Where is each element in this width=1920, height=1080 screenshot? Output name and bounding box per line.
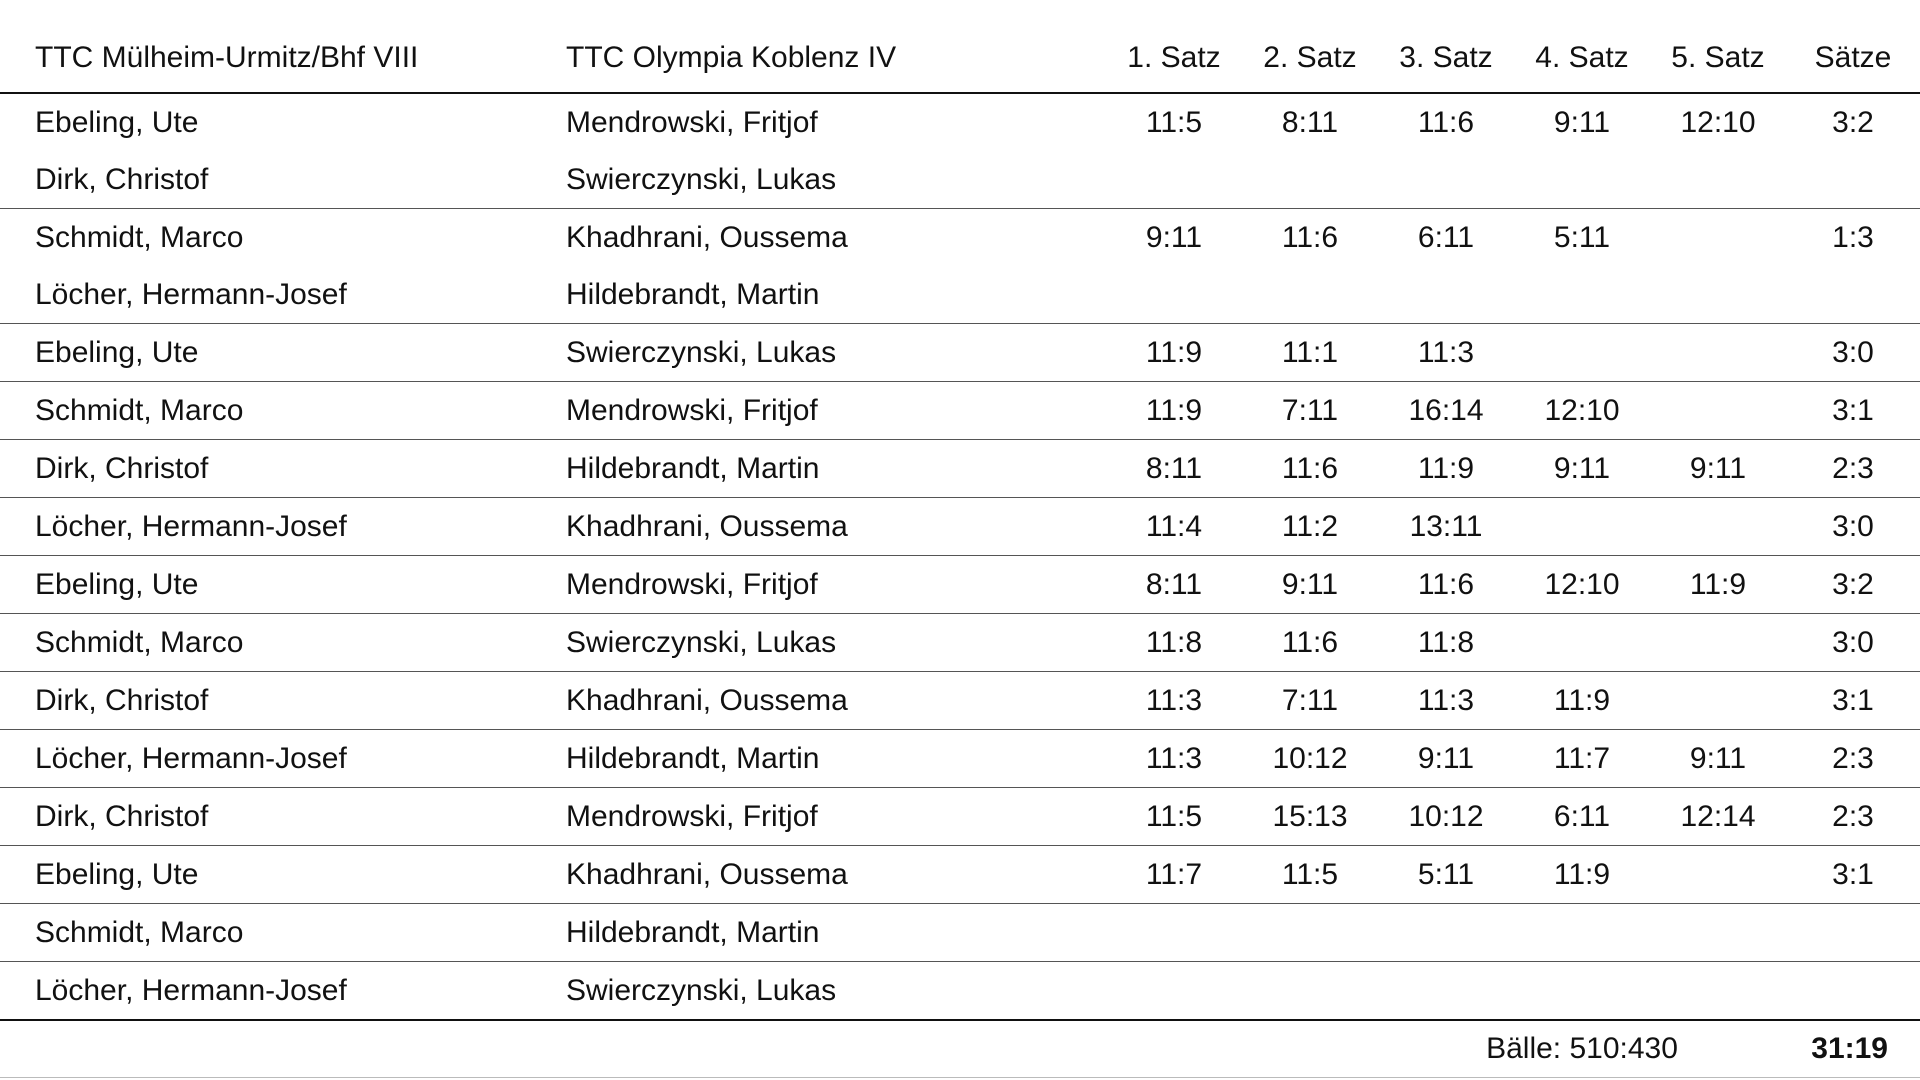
home-players xyxy=(0,556,566,614)
home-players xyxy=(0,440,566,498)
set-score-value: 11:2 xyxy=(1281,510,1339,543)
player-name: Löcher, Hermann-Josef xyxy=(35,974,347,1007)
match-row xyxy=(0,382,1920,440)
set-5-score xyxy=(1650,788,1786,846)
sets-total-value xyxy=(1786,962,1920,1019)
set-3-score xyxy=(1378,614,1514,672)
set-5-score xyxy=(1650,93,1786,209)
player-name: Khadhrani, Oussema xyxy=(566,221,848,254)
set-score-value xyxy=(1378,962,1514,1019)
guest-players xyxy=(566,209,1106,324)
set-score-value xyxy=(1650,672,1786,729)
home-players xyxy=(0,846,566,904)
match-row xyxy=(0,209,1920,324)
set-5-score xyxy=(1650,904,1786,962)
set-4-score xyxy=(1514,440,1650,498)
sets-total-header: Sätze xyxy=(1814,41,1892,74)
match-sets-total xyxy=(1786,382,1920,440)
set-1-score xyxy=(1106,440,1242,498)
match-list xyxy=(0,93,1920,1020)
set-1-score xyxy=(1106,904,1242,962)
set-1-header: 1. Satz xyxy=(1127,41,1221,74)
set-score-value xyxy=(1650,962,1786,1019)
set-score-value: 12:14 xyxy=(1680,800,1756,833)
match-row xyxy=(0,846,1920,904)
set-score-value xyxy=(1242,962,1378,1019)
match-row xyxy=(0,614,1920,672)
set-4-score xyxy=(1514,962,1650,1021)
player-name: Khadhrani, Oussema xyxy=(566,684,848,717)
set-4-score xyxy=(1514,93,1650,209)
set-score-value xyxy=(1106,962,1242,1019)
set-score-value xyxy=(1514,614,1650,671)
set-2-score xyxy=(1242,904,1378,962)
home-players xyxy=(0,209,566,324)
set-score-value xyxy=(1514,498,1650,555)
match-sets-total xyxy=(1786,846,1920,904)
player-name: Ebeling, Ute xyxy=(35,336,199,369)
set-2-score xyxy=(1242,498,1378,556)
set-score-value: 6:11 xyxy=(1553,800,1611,833)
set-2-score xyxy=(1242,962,1378,1021)
set-1-score xyxy=(1106,614,1242,672)
set-1-score xyxy=(1106,730,1242,788)
set-score-value: 11:9 xyxy=(1145,336,1203,369)
set-2-score xyxy=(1242,209,1378,324)
guest-players xyxy=(566,614,1106,672)
set-2-score xyxy=(1242,440,1378,498)
sets-total-value: 2:3 xyxy=(1832,800,1874,833)
home-players xyxy=(0,93,566,209)
set-score-value: 11:4 xyxy=(1145,510,1203,543)
player-name: Schmidt, Marco xyxy=(35,626,244,659)
player-name: Dirk, Christof xyxy=(35,163,209,196)
set-4-score xyxy=(1514,382,1650,440)
sets-total-value: 3:2 xyxy=(1832,568,1874,601)
set-score-value: 11:9 xyxy=(1689,568,1747,601)
set-2-score xyxy=(1242,614,1378,672)
set-score-value: 9:11 xyxy=(1417,742,1475,775)
set-3-score xyxy=(1378,672,1514,730)
match-sets-total xyxy=(1786,672,1920,730)
set-score-value xyxy=(1378,904,1514,961)
set-score-value: 9:11 xyxy=(1145,221,1203,254)
set-5-score xyxy=(1650,324,1786,382)
set-score-value: 9:11 xyxy=(1281,568,1339,601)
set-score-value: 10:12 xyxy=(1408,800,1484,833)
player-name: Ebeling, Ute xyxy=(35,568,199,601)
set-4-score xyxy=(1514,846,1650,904)
set-score-value xyxy=(1106,904,1242,961)
set-score-value: 10:12 xyxy=(1272,742,1348,775)
match-sets-total xyxy=(1786,788,1920,846)
set-2-score xyxy=(1242,324,1378,382)
set-5-score xyxy=(1650,556,1786,614)
player-name: Schmidt, Marco xyxy=(35,221,244,254)
match-row xyxy=(0,324,1920,382)
set-score-value: 12:10 xyxy=(1544,568,1620,601)
player-name: Swierczynski, Lukas xyxy=(566,974,837,1007)
match-sets-total xyxy=(1786,904,1920,962)
match-row xyxy=(0,498,1920,556)
set-1-score xyxy=(1106,324,1242,382)
guest-players xyxy=(566,730,1106,788)
sets-total-value: 3:1 xyxy=(1832,858,1874,891)
set-1-score xyxy=(1106,672,1242,730)
sets-total-value: 3:2 xyxy=(1832,106,1874,139)
set-5-score xyxy=(1650,382,1786,440)
set-score-value: 11:6 xyxy=(1417,568,1475,601)
guest-players xyxy=(566,93,1106,209)
player-name: Mendrowski, Fritjof xyxy=(566,568,818,601)
player-name: Hildebrandt, Martin xyxy=(566,278,820,311)
sets-total-value: 3:1 xyxy=(1832,394,1874,427)
set-5-score xyxy=(1650,672,1786,730)
match-sets-total xyxy=(1786,93,1920,209)
set-score-value xyxy=(1650,209,1786,266)
header-row xyxy=(0,24,1920,93)
set-score-value: 8:11 xyxy=(1145,452,1203,485)
set-1-score xyxy=(1106,556,1242,614)
set-score-value: 9:11 xyxy=(1689,742,1747,775)
set-score-value: 6:11 xyxy=(1417,221,1475,254)
sets-total-value: 3:1 xyxy=(1832,684,1874,717)
player-name: Swierczynski, Lukas xyxy=(566,163,837,196)
sets-total-value: 2:3 xyxy=(1832,452,1874,485)
set-4-header: 4. Satz xyxy=(1535,41,1629,74)
match-sets-total xyxy=(1786,614,1920,672)
sets-total-value: 3:0 xyxy=(1832,626,1874,659)
player-name: Dirk, Christof xyxy=(35,684,209,717)
set-3-header: 3. Satz xyxy=(1399,41,1493,74)
set-score-value: 8:11 xyxy=(1281,106,1339,139)
set-score-value: 11:3 xyxy=(1145,742,1203,775)
home-players xyxy=(0,324,566,382)
set-3-score xyxy=(1378,498,1514,556)
set-2-score xyxy=(1242,788,1378,846)
guest-players xyxy=(566,672,1106,730)
set-1-score xyxy=(1106,962,1242,1021)
guest-players xyxy=(566,440,1106,498)
set-2-header: 2. Satz xyxy=(1263,41,1357,74)
match-sets-total xyxy=(1786,962,1920,1021)
set-score-value: 11:6 xyxy=(1417,106,1475,139)
player-name: Swierczynski, Lukas xyxy=(566,336,837,369)
set-score-value: 11:3 xyxy=(1145,684,1203,717)
grand-total-sets: 31:19 xyxy=(1811,1032,1888,1065)
set-4-score xyxy=(1514,498,1650,556)
set-score-value: 11:5 xyxy=(1281,858,1339,891)
set-score-value: 11:9 xyxy=(1417,452,1475,485)
home-players xyxy=(0,498,566,556)
home-players xyxy=(0,672,566,730)
set-3-score xyxy=(1378,382,1514,440)
player-name: Khadhrani, Oussema xyxy=(566,510,848,543)
set-score-value: 11:7 xyxy=(1553,742,1611,775)
set-score-value: 12:10 xyxy=(1544,394,1620,427)
sets-total-value: 1:3 xyxy=(1832,221,1874,254)
balls-total: Bälle: 510:430 xyxy=(1486,1032,1678,1065)
player-name: Mendrowski, Fritjof xyxy=(566,106,818,139)
set-score-value: 11:5 xyxy=(1145,106,1203,139)
set-5-score xyxy=(1650,498,1786,556)
set-score-value: 11:1 xyxy=(1281,336,1339,369)
sets-total-value: 2:3 xyxy=(1832,742,1874,775)
set-score-value: 11:9 xyxy=(1553,684,1611,717)
set-3-score xyxy=(1378,93,1514,209)
set-1-score xyxy=(1106,846,1242,904)
set-score-value: 7:11 xyxy=(1281,684,1339,717)
set-score-value: 5:11 xyxy=(1553,221,1611,254)
set-score-value xyxy=(1650,904,1786,961)
set-score-value: 9:11 xyxy=(1553,106,1611,139)
match-row xyxy=(0,788,1920,846)
match-row xyxy=(0,93,1920,209)
guest-players xyxy=(566,788,1106,846)
player-name: Löcher, Hermann-Josef xyxy=(35,742,347,775)
set-4-score xyxy=(1514,614,1650,672)
set-score-value xyxy=(1514,324,1650,381)
home-players xyxy=(0,730,566,788)
set-4-score xyxy=(1514,672,1650,730)
set-score-value xyxy=(1650,324,1786,381)
player-name: Mendrowski, Fritjof xyxy=(566,394,818,427)
set-1-score xyxy=(1106,93,1242,209)
player-name: Ebeling, Ute xyxy=(35,858,199,891)
set-1-score xyxy=(1106,209,1242,324)
set-score-value xyxy=(1514,904,1650,961)
player-name: Hildebrandt, Martin xyxy=(566,742,820,775)
guest-players xyxy=(566,324,1106,382)
set-4-score xyxy=(1514,788,1650,846)
set-3-score xyxy=(1378,440,1514,498)
match-row xyxy=(0,904,1920,962)
set-2-score xyxy=(1242,672,1378,730)
player-name: Schmidt, Marco xyxy=(35,394,244,427)
set-1-score xyxy=(1106,382,1242,440)
player-name: Löcher, Hermann-Josef xyxy=(35,510,347,543)
home-players xyxy=(0,788,566,846)
set-5-score xyxy=(1650,962,1786,1021)
set-3-score xyxy=(1378,904,1514,962)
set-4-score xyxy=(1514,324,1650,382)
player-name: Hildebrandt, Martin xyxy=(566,452,820,485)
player-name: Khadhrani, Oussema xyxy=(566,858,848,891)
set-1-score xyxy=(1106,788,1242,846)
sets-total-value: 3:0 xyxy=(1832,336,1874,369)
set-3-score xyxy=(1378,962,1514,1021)
guest-players xyxy=(566,556,1106,614)
match-sets-total xyxy=(1786,556,1920,614)
match-row xyxy=(0,730,1920,788)
home-players xyxy=(0,382,566,440)
sets-total-value xyxy=(1786,904,1920,961)
set-3-score xyxy=(1378,556,1514,614)
set-score-value: 16:14 xyxy=(1408,394,1484,427)
set-2-score xyxy=(1242,730,1378,788)
player-name: Ebeling, Ute xyxy=(35,106,199,139)
player-name: Schmidt, Marco xyxy=(35,916,244,949)
set-score-value: 5:11 xyxy=(1417,858,1475,891)
set-score-value: 15:13 xyxy=(1272,800,1348,833)
set-3-score xyxy=(1378,324,1514,382)
set-score-value: 11:3 xyxy=(1417,684,1475,717)
set-4-score xyxy=(1514,209,1650,324)
player-name: Hildebrandt, Martin xyxy=(566,916,820,949)
player-name: Swierczynski, Lukas xyxy=(566,626,837,659)
set-5-score xyxy=(1650,440,1786,498)
set-2-score xyxy=(1242,93,1378,209)
set-5-score xyxy=(1650,846,1786,904)
summary-row xyxy=(0,1020,1920,1078)
set-3-score xyxy=(1378,730,1514,788)
home-players xyxy=(0,614,566,672)
set-5-header: 5. Satz xyxy=(1671,41,1765,74)
set-4-score xyxy=(1514,904,1650,962)
set-score-value xyxy=(1650,498,1786,555)
set-2-score xyxy=(1242,382,1378,440)
player-name: Dirk, Christof xyxy=(35,800,209,833)
home-team-header: TTC Mülheim-Urmitz/Bhf VIII xyxy=(35,41,419,74)
guest-players xyxy=(566,904,1106,962)
match-sets-total xyxy=(1786,209,1920,324)
set-3-score xyxy=(1378,209,1514,324)
set-4-score xyxy=(1514,730,1650,788)
set-score-value: 8:11 xyxy=(1145,568,1203,601)
player-name: Löcher, Hermann-Josef xyxy=(35,278,347,311)
set-score-value: 9:11 xyxy=(1553,452,1611,485)
set-score-value: 9:11 xyxy=(1689,452,1747,485)
set-score-value: 12:10 xyxy=(1680,106,1756,139)
set-5-score xyxy=(1650,614,1786,672)
player-name: Dirk, Christof xyxy=(35,452,209,485)
match-sets-total xyxy=(1786,498,1920,556)
guest-players xyxy=(566,962,1106,1021)
set-2-score xyxy=(1242,556,1378,614)
player-name: Mendrowski, Fritjof xyxy=(566,800,818,833)
match-row xyxy=(0,556,1920,614)
set-score-value: 11:9 xyxy=(1145,394,1203,427)
match-row xyxy=(0,440,1920,498)
guest-players xyxy=(566,846,1106,904)
home-players xyxy=(0,904,566,962)
home-players xyxy=(0,962,566,1021)
match-row xyxy=(0,672,1920,730)
guest-players xyxy=(566,498,1106,556)
set-score-value xyxy=(1650,614,1786,671)
set-score-value: 11:6 xyxy=(1281,221,1339,254)
set-3-score xyxy=(1378,846,1514,904)
summary-spacer xyxy=(0,1020,1378,1078)
set-score-value xyxy=(1650,846,1786,903)
match-sets-total xyxy=(1786,324,1920,382)
set-score-value: 11:8 xyxy=(1417,626,1475,659)
set-score-value xyxy=(1514,962,1650,1019)
match-sets-total xyxy=(1786,730,1920,788)
match-sets-total xyxy=(1786,440,1920,498)
set-score-value: 11:8 xyxy=(1145,626,1203,659)
set-score-value: 11:3 xyxy=(1417,336,1475,369)
set-score-value: 13:11 xyxy=(1409,510,1483,543)
set-score-value xyxy=(1242,904,1378,961)
results-table xyxy=(0,24,1920,1078)
set-5-score xyxy=(1650,730,1786,788)
set-score-value: 11:6 xyxy=(1281,452,1339,485)
set-score-value: 11:9 xyxy=(1553,858,1611,891)
set-score-value: 11:5 xyxy=(1145,800,1203,833)
set-5-score xyxy=(1650,209,1786,324)
guest-players xyxy=(566,382,1106,440)
set-1-score xyxy=(1106,498,1242,556)
sets-total-value: 3:0 xyxy=(1832,510,1874,543)
guest-team-header: TTC Olympia Koblenz IV xyxy=(566,41,897,74)
set-score-value: 7:11 xyxy=(1281,394,1339,427)
match-row xyxy=(0,962,1920,1021)
set-2-score xyxy=(1242,846,1378,904)
set-score-value xyxy=(1650,382,1786,439)
set-score-value: 11:6 xyxy=(1281,626,1339,659)
set-3-score xyxy=(1378,788,1514,846)
set-4-score xyxy=(1514,556,1650,614)
set-score-value: 11:7 xyxy=(1145,858,1203,891)
